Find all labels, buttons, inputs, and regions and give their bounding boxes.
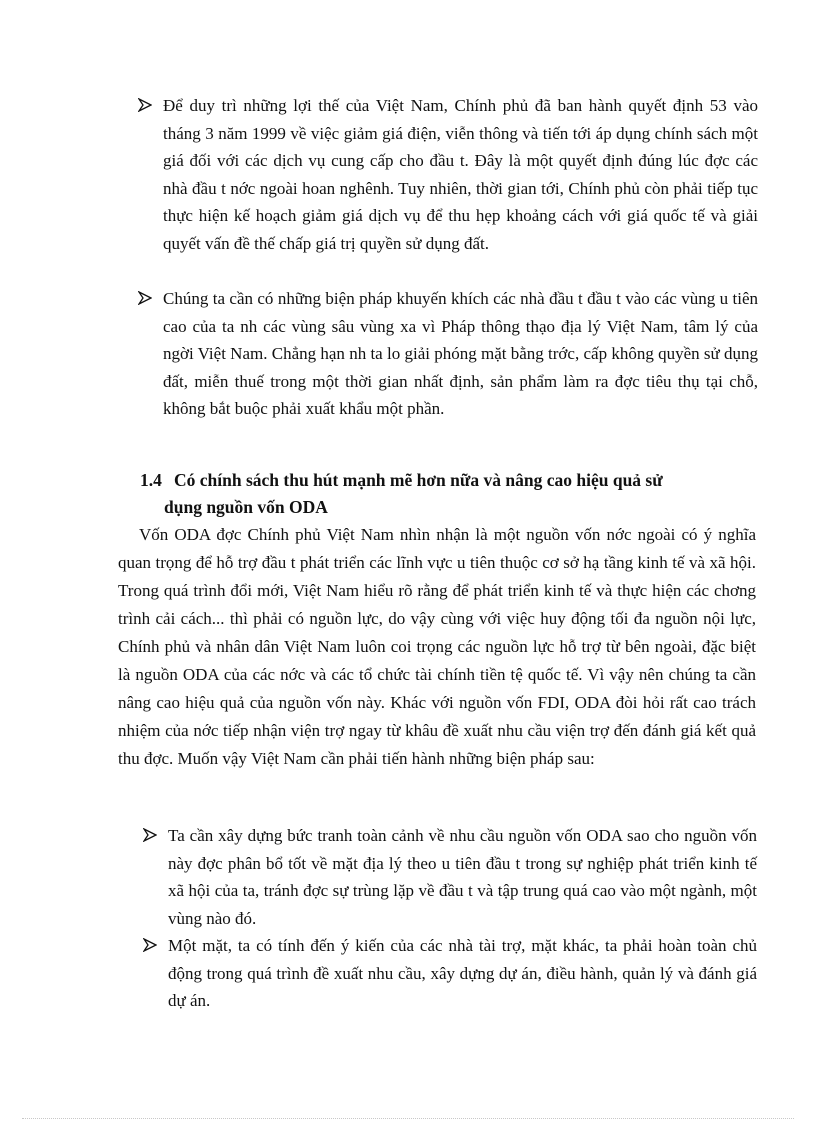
bullet-text: Một mặt, ta có tính đến ý kiến của các nhà tài trợ, mặt khác, ta phải hoàn toàn chủ động trong quá trình đề xuất nhu cầu, xây dựng dự án, điều hành, quản lý và đánh giá dự án. xyxy=(168,936,757,1010)
bullet-item xyxy=(138,92,758,257)
bullet-item xyxy=(138,285,758,423)
bullet-item xyxy=(143,822,757,932)
section-heading xyxy=(140,467,756,521)
section-heading-line1: Có chính sách thu hút mạnh mẽ hơn nữa và nâng cao hiệu quả sử xyxy=(174,470,663,490)
bullet-text: Để duy trì những lợi thế của Việt Nam, Chính phủ đã ban hành quyết định 53 vào tháng 3 năm 1999 về việc giảm giá điện, viễn thông và tiến tới áp dụng chính sách một giá đối với các dịch vụ cung cấp cho đầu t. Đây là một quyết định đúng lúc đợc các nhà đầu t nớc ngoài hoan nghênh. Tuy nhiên, thời gian tới, Chính phủ còn phải tiếp tục thực hiện kế hoạch giảm giá dịch vụ để thu hẹp khoảng cách với giá quốc tế và giải quyết vấn đề thế chấp giá trị quyền sử dụng đất. xyxy=(163,96,758,253)
section-number: 1.4 xyxy=(140,470,162,490)
arrow-bullet-icon xyxy=(143,938,157,952)
body-paragraph: Vốn ODA đợc Chính phủ Việt Nam nhìn nhận là một nguồn vốn nớc ngoài có ý nghĩa quan trọng để hỗ trợ đầu t phát triển các lĩnh vực u tiên thuộc cơ sở hạ tầng kinh tế và xã hội. Trong quá trình đổi mới, Việt Nam hiểu rõ rằng để phát triển kinh tế và thực hiện các chơng trình cải cách... thì phải có nguồn lực, do vậy cùng với việc huy động tối đa nguồn nội lực, Chính phủ và nhân dân Việt Nam luôn coi trọng các nguồn lực hỗ trợ từ bên ngoài, đặc biệt là nguồn ODA của các nớc và các tổ chức tài chính tiền tệ quốc tế. Vì vậy nên chúng ta cần nâng cao hiệu quả của nguồn vốn này. Khác với nguồn vốn FDI, ODA đòi hỏi rất cao trách nhiệm của nớc tiếp nhận viện trợ ngay từ khâu đề xuất nhu cầu viện trợ đến đánh giá kết quả thu đợc. Muốn vậy Việt Nam cần phải tiến hành những biện pháp sau: xyxy=(118,525,756,768)
section-heading-line2: dụng nguồn vốn ODA xyxy=(164,497,328,517)
page-bottom-border xyxy=(22,1118,794,1119)
arrow-bullet-icon xyxy=(138,98,152,112)
bullet-item xyxy=(143,932,757,1015)
bullet-text: Chúng ta cần có những biện pháp khuyến khích các nhà đầu t đầu t vào các vùng u tiên cao của ta nh các vùng sâu vùng xa vì Pháp thông thạo địa lý Việt Nam, tâm lý của ngời Việt Nam. Chẳng hạn nh ta lo giải phóng mặt bằng trớc, cấp không quyền sử dụng đất, miễn thuế trong một thời gian nhất định, sản phẩm làm ra đợc tiêu thụ tại chỗ, không bắt buộc phải xuất khẩu một phần. xyxy=(163,289,758,418)
arrow-bullet-icon xyxy=(143,828,157,842)
arrow-bullet-icon xyxy=(138,291,152,305)
bullet-text: Ta cần xây dựng bức tranh toàn cảnh về nhu cầu nguồn vốn ODA sao cho nguồn vốn này đợc phân bổ tốt về mặt địa lý theo u tiên đầu t trong sự nghiệp phát triển kinh tế xã hội của ta, tránh đợc sự trùng lặp về đầu t và tập trung quá cao vào một ngành, một vùng nào đó. xyxy=(168,826,757,928)
